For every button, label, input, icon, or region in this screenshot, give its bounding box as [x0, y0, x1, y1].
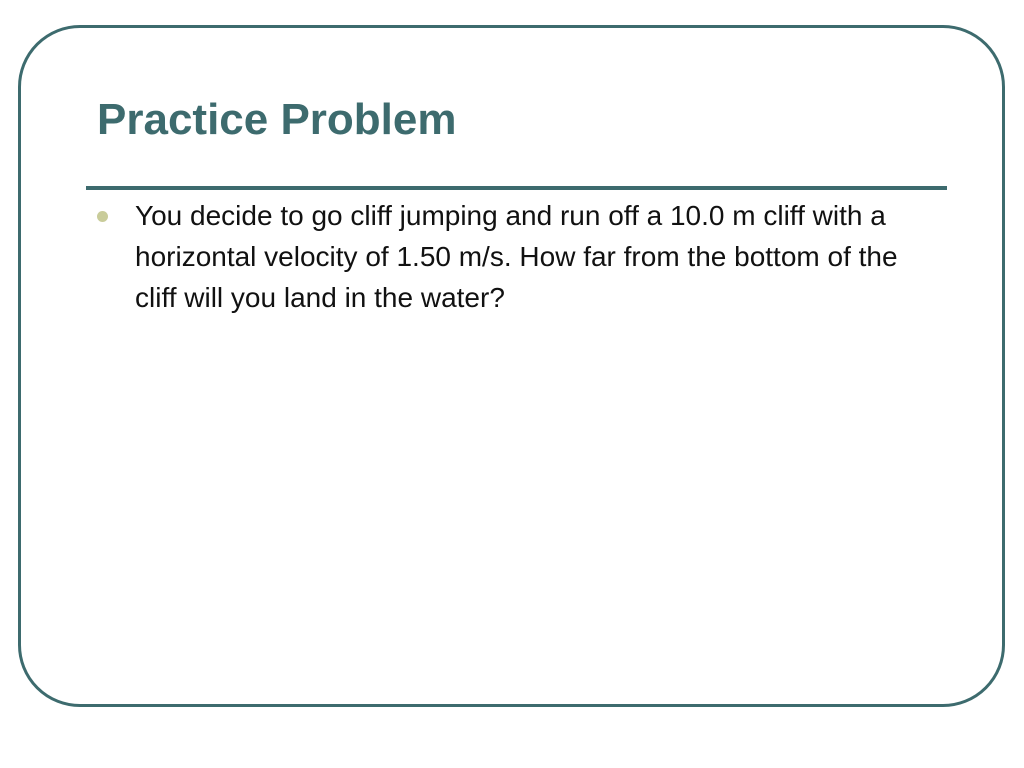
title-divider	[86, 186, 947, 190]
bullet-dot-icon	[97, 211, 108, 222]
bullet-text: You decide to go cliff jumping and run off a 10.0 m cliff with a horizontal velocity of 1.50 m/s. How far from the bottom of the cliff will you land in the water?	[135, 200, 898, 313]
slide-title: Practice Problem	[97, 95, 457, 144]
bullet-item	[97, 195, 917, 318]
bullet-list	[97, 195, 917, 318]
